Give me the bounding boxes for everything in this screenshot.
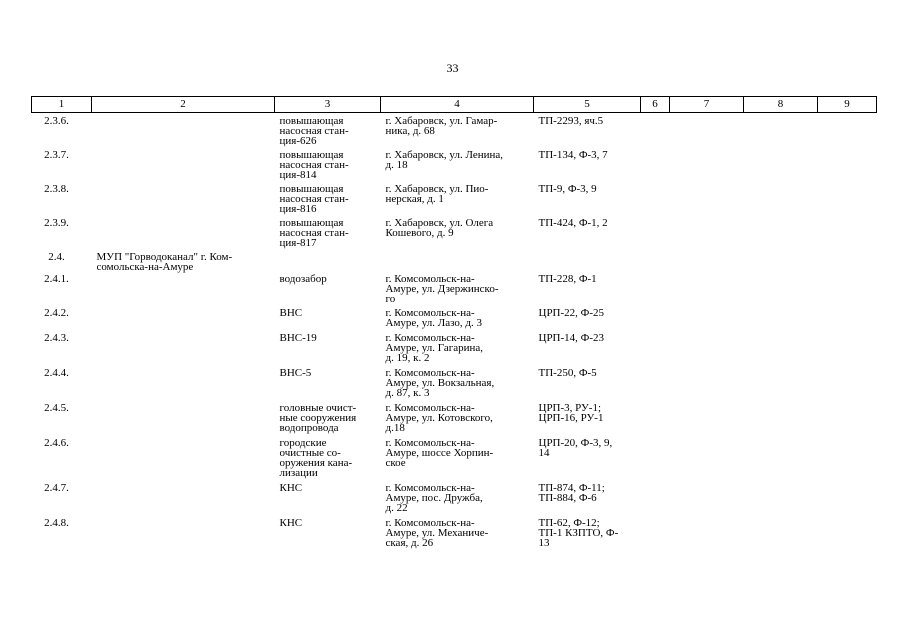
organization-cell (92, 308, 275, 333)
empty-cell-col-8 (744, 252, 818, 274)
organization-cell (92, 218, 275, 252)
row-number-cell (32, 438, 92, 483)
power-supply-cell (534, 333, 641, 368)
power-supply-cell-text: ТП-874, Ф-11; ТП-884, Ф-6 (538, 482, 605, 504)
column-header-3: 3 (275, 97, 381, 113)
object-cell-text: повышающая насосная стан- ция-817 (279, 217, 349, 249)
column-header-6: 6 (641, 97, 670, 113)
empty-cell-col-6 (641, 333, 670, 368)
empty-cell-col-7 (670, 252, 744, 274)
address-cell (381, 113, 534, 151)
row-number-cell (32, 150, 92, 184)
power-supply-cell (534, 518, 641, 548)
object-cell (275, 218, 381, 252)
address-cell-text: г. Хабаровск, ул. Ленина, д. 18 (385, 149, 503, 171)
empty-cell-col-8 (744, 368, 818, 403)
object-cell-text: городские очистные со- оружения кана- лизации (279, 437, 353, 479)
row-number-cell-text: 2.4.5. (44, 402, 69, 414)
empty-cell-col-9 (818, 184, 877, 218)
address-cell (381, 184, 534, 218)
table-row (32, 184, 877, 218)
table-row (32, 113, 877, 151)
empty-cell-col-7 (670, 403, 744, 438)
address-cell-text: г. Комсомольск-на- Амуре, ул. Гагарина, д. 19, к. 2 (385, 332, 484, 364)
organization-cell (92, 438, 275, 483)
table-row (32, 333, 877, 368)
address-cell (381, 333, 534, 368)
empty-cell-col-9 (818, 150, 877, 184)
power-supply-cell-text: ЦРП-20, Ф-3, 9, 14 (538, 437, 613, 459)
address-cell (381, 368, 534, 403)
column-header-1: 1 (32, 97, 92, 113)
empty-cell-col-7 (670, 184, 744, 218)
row-number-cell-text: 2.3.8. (44, 183, 69, 195)
power-supply-cell (534, 252, 641, 274)
empty-cell-col-9 (818, 403, 877, 438)
power-supply-cell (534, 218, 641, 252)
empty-cell-col-7 (670, 274, 744, 308)
address-cell-text: г. Комсомольск-на- Амуре, ул. Лазо, д. 3 (385, 307, 483, 329)
empty-cell-col-7 (670, 218, 744, 252)
empty-cell-col-6 (641, 403, 670, 438)
empty-cell-col-9 (818, 368, 877, 403)
power-supply-cell (534, 438, 641, 483)
empty-cell-col-8 (744, 184, 818, 218)
column-header-7: 7 (670, 97, 744, 113)
empty-cell-col-6 (641, 368, 670, 403)
power-supply-cell-text: ТП-228, Ф-1 (538, 273, 597, 285)
power-supply-cell-text: ТП-9, Ф-3, 9 (538, 183, 597, 195)
empty-cell-col-6 (641, 438, 670, 483)
address-cell-text: г. Комсомольск-на- Амуре, ул. Дзержинско- го (385, 273, 499, 305)
empty-cell-col-8 (744, 218, 818, 252)
empty-cell-col-7 (670, 333, 744, 368)
object-cell (275, 403, 381, 438)
row-number-cell-text: 2.4.3. (44, 332, 69, 344)
row-number-cell-text: 2.4.6. (44, 437, 69, 449)
address-cell-text: г. Комсомольск-на- Амуре, пос. Дружба, д. 22 (385, 482, 483, 514)
object-cell-text: повышающая насосная стан- ция-814 (279, 149, 349, 181)
organization-cell-text: МУП "Горводоканал" г. Ком- сомольска-на-Амуре (96, 251, 233, 273)
column-header-2: 2 (92, 97, 275, 113)
object-cell (275, 333, 381, 368)
object-cell (275, 308, 381, 333)
empty-cell-col-6 (641, 483, 670, 518)
address-cell-text: г. Хабаровск, ул. Пио- нерская, д. 1 (385, 183, 489, 205)
table-row (32, 483, 877, 518)
empty-cell-col-6 (641, 518, 670, 548)
object-cell-text: ВНС (279, 307, 303, 319)
address-cell-text: г. Комсомольск-на- Амуре, ул. Механиче- ская, д. 26 (385, 517, 489, 549)
page-number: 33 (446, 61, 459, 75)
power-supply-cell (534, 150, 641, 184)
power-supply-cell-text: ЦРП-22, Ф-25 (538, 307, 605, 319)
power-supply-cell (534, 113, 641, 151)
organization-cell (92, 274, 275, 308)
power-supply-cell (534, 403, 641, 438)
row-number-cell (32, 333, 92, 368)
power-supply-cell (534, 308, 641, 333)
empty-cell-col-8 (744, 438, 818, 483)
power-supply-cell (534, 274, 641, 308)
address-cell (381, 403, 534, 438)
power-supply-cell-text: ТП-62, Ф-12; ТП-1 КЗПТО, Ф- 13 (538, 517, 619, 549)
column-header-5: 5 (534, 97, 641, 113)
object-cell-text: повышающая насосная стан- ция-816 (279, 183, 349, 215)
empty-cell-col-8 (744, 113, 818, 151)
empty-cell-col-8 (744, 333, 818, 368)
object-cell-text: головные очист- ные сооружения водопровода (279, 402, 357, 434)
power-supply-cell-text: ТП-250, Ф-5 (538, 367, 597, 379)
empty-cell-col-8 (744, 483, 818, 518)
row-number-cell-text: 2.3.9. (44, 217, 69, 229)
empty-cell-col-9 (818, 113, 877, 151)
empty-cell-col-7 (670, 150, 744, 184)
object-cell-text: КНС (279, 517, 303, 529)
object-cell-text: ВНС-5 (279, 367, 312, 379)
power-supply-cell-text: ТП-424, Ф-1, 2 (538, 217, 608, 229)
table-row (32, 308, 877, 333)
power-supply-cell (534, 184, 641, 218)
row-number-cell (32, 518, 92, 548)
empty-cell-col-6 (641, 113, 670, 151)
address-cell (381, 218, 534, 252)
object-cell (275, 483, 381, 518)
empty-cell-col-8 (744, 150, 818, 184)
empty-cell-col-8 (744, 403, 818, 438)
object-cell (275, 274, 381, 308)
empty-cell-col-6 (641, 184, 670, 218)
empty-cell-col-8 (744, 518, 818, 548)
empty-cell-col-6 (641, 218, 670, 252)
organization-cell (92, 150, 275, 184)
organization-cell (92, 113, 275, 151)
table-row (32, 252, 877, 274)
table-row (32, 403, 877, 438)
address-cell (381, 438, 534, 483)
object-cell-text: ВНС-19 (279, 332, 317, 344)
row-number-cell (32, 308, 92, 333)
address-cell (381, 252, 534, 274)
organization-cell (92, 403, 275, 438)
document-table (31, 96, 877, 548)
row-number-cell (32, 274, 92, 308)
row-number-cell-text: 2.3.6. (44, 115, 69, 127)
object-cell (275, 252, 381, 274)
address-cell-text: г. Комсомольск-на- Амуре, ул. Вокзальная, д. 87, к. 3 (385, 367, 495, 399)
row-number-cell-text: 2.4.2. (44, 307, 69, 319)
object-cell (275, 518, 381, 548)
address-cell (381, 308, 534, 333)
column-header-9: 9 (818, 97, 877, 113)
row-number-cell (32, 368, 92, 403)
empty-cell-col-9 (818, 438, 877, 483)
address-cell-text: г. Комсомольск-на- Амуре, ул. Котовского, д.18 (385, 402, 493, 434)
table-row (32, 218, 877, 252)
table-row (32, 518, 877, 548)
row-number-cell-text: 2.4.1. (44, 273, 69, 285)
object-cell (275, 438, 381, 483)
empty-cell-col-7 (670, 308, 744, 333)
organization-cell (92, 368, 275, 403)
empty-cell-col-7 (670, 438, 744, 483)
object-cell (275, 184, 381, 218)
empty-cell-col-9 (818, 218, 877, 252)
row-number-cell-text: 2.4.7. (44, 482, 69, 494)
empty-cell-col-6 (641, 274, 670, 308)
empty-cell-col-7 (670, 483, 744, 518)
column-header-4: 4 (381, 97, 534, 113)
row-number-cell (32, 483, 92, 518)
organization-cell (92, 333, 275, 368)
address-cell (381, 518, 534, 548)
empty-cell-col-8 (744, 274, 818, 308)
row-number-cell (32, 403, 92, 438)
object-cell-text: КНС (279, 482, 303, 494)
organization-cell (92, 252, 275, 274)
address-cell (381, 483, 534, 518)
column-number-header-row (32, 97, 877, 113)
object-cell (275, 113, 381, 151)
power-supply-cell-text: ТП-2293, яч.5 (538, 115, 604, 127)
row-number-cell-text: 2.4.4. (44, 367, 69, 379)
address-cell-text: г. Хабаровск, ул. Олега Кошевого, д. 9 (385, 217, 494, 239)
organization-cell (92, 483, 275, 518)
empty-cell-col-7 (670, 368, 744, 403)
table-row (32, 438, 877, 483)
row-number-cell (32, 184, 92, 218)
organization-cell (92, 184, 275, 218)
empty-cell-col-9 (818, 308, 877, 333)
column-header-8: 8 (744, 97, 818, 113)
empty-cell-col-6 (641, 308, 670, 333)
object-cell (275, 150, 381, 184)
empty-cell-col-6 (641, 252, 670, 274)
empty-cell-col-9 (818, 483, 877, 518)
row-number-cell (32, 218, 92, 252)
table-row (32, 150, 877, 184)
empty-cell-col-7 (670, 113, 744, 151)
table-body (32, 113, 877, 549)
power-supply-cell (534, 483, 641, 518)
address-cell (381, 150, 534, 184)
row-number-cell-text: 2.4. (48, 251, 65, 263)
empty-cell-col-9 (818, 333, 877, 368)
power-supply-cell-text: ЦРП-14, Ф-23 (538, 332, 605, 344)
empty-cell-col-8 (744, 308, 818, 333)
address-cell (381, 274, 534, 308)
row-number-cell (32, 113, 92, 151)
table-row (32, 274, 877, 308)
empty-cell-col-9 (818, 252, 877, 274)
object-cell-text: водозабор (279, 273, 327, 285)
empty-cell-col-9 (818, 274, 877, 308)
address-cell-text: г. Хабаровск, ул. Гамар- ника, д. 68 (385, 115, 498, 137)
row-number-cell (32, 252, 92, 274)
empty-cell-col-6 (641, 150, 670, 184)
object-cell-text: повышающая насосная стан- ция-626 (279, 115, 349, 147)
organization-cell (92, 518, 275, 548)
power-supply-cell (534, 368, 641, 403)
address-cell-text: г. Комсомольск-на- Амуре, шоссе Хорпин- ское (385, 437, 494, 469)
power-supply-cell-text: ЦРП-3, РУ-1; ЦРП-16, РУ-1 (538, 402, 604, 424)
table-row (32, 368, 877, 403)
empty-cell-col-7 (670, 518, 744, 548)
power-supply-cell-text: ТП-134, Ф-3, 7 (538, 149, 608, 161)
row-number-cell-text: 2.3.7. (44, 149, 69, 161)
object-cell (275, 368, 381, 403)
row-number-cell-text: 2.4.8. (44, 517, 69, 529)
empty-cell-col-9 (818, 518, 877, 548)
